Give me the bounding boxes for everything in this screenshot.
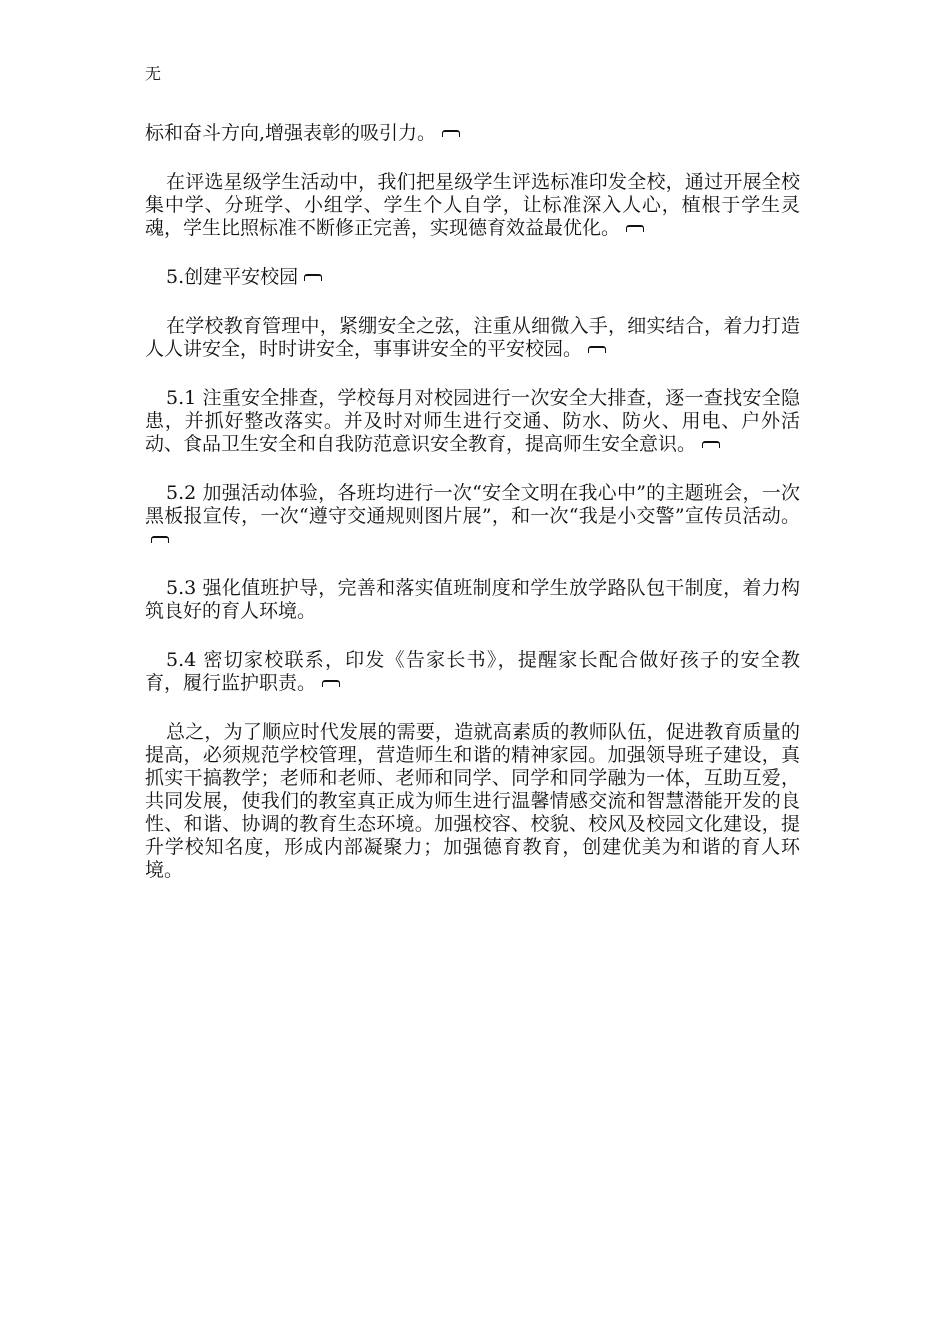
document-page bbox=[145, 62, 800, 908]
paragraph-9 bbox=[145, 721, 800, 882]
paragraph-mark-icon bbox=[151, 536, 169, 543]
section-heading bbox=[145, 266, 800, 289]
paragraph-text: 在学校教育管理中，紧绷安全之弦，注重从细微入手，细实结合，着力打造人人讲安全，时时讲安全，事事讲安全的平安校园。 bbox=[145, 315, 800, 360]
paragraph-text: 5.1 注重安全排查，学校每月对校园进行一次安全大排查，逐一查找安全隐患，并抓好整改落实。并及时对师生进行交通、防水、防火、用电、户外活动、食品卫生安全和自我防范意识安全教育，提高师生安全意识。 bbox=[145, 387, 800, 455]
paragraph-mark-icon bbox=[588, 346, 606, 353]
paragraph-text: 标和奋斗方向,增强表彰的吸引力。 bbox=[145, 122, 437, 144]
paragraph-text: 在评选星级学生活动中，我们把星级学生评选标准印发全校，通过开展全校集中学、分班学、小组学、学生个人自学，让标准深入人心，植根于学生灵魂，学生比照标准不断修正完善，实现德育效益最优化。 bbox=[145, 171, 800, 239]
paragraph-text: 总之，为了顺应时代发展的需要，造就高素质的教师队伍，促进教育质量的提高，必须规范学校管理，营造师生和谐的精神家园。加强领导班子建设，真抓实干搞教学；老师和老师、老师和同学、同学和同学融为一体，互助互爱，共同发展，使我们的教室真正成为师生进行温馨情感交流和智慧潜能开发的良性、和谐、协调的教育生态环境。加强校容、校貌、校风及校园文化建设，提升学校知名度，形成内部凝聚力；加强德育教育，创建优美为和谐的育人环境。 bbox=[145, 721, 800, 881]
paragraph-text: 5.2 加强活动体验，各班均进行一次“安全文明在我心中”的主题班会，一次黑板报宣传，一次“遵守交通规则图片展”，和一次“我是小交警”宣传员活动。 bbox=[145, 482, 800, 527]
paragraph-4 bbox=[145, 315, 800, 361]
paragraph-mark-icon bbox=[702, 441, 720, 448]
paragraph-1 bbox=[145, 122, 800, 145]
section-heading-text: 5.创建平安校园 bbox=[166, 266, 299, 288]
paragraph-mark-icon bbox=[322, 680, 340, 687]
paragraph-6 bbox=[145, 482, 800, 551]
page-header-label: 无 bbox=[145, 64, 162, 83]
paragraph-2 bbox=[145, 171, 800, 240]
paragraph-mark-icon bbox=[442, 130, 460, 137]
paragraph-mark-icon bbox=[304, 274, 322, 281]
paragraph-8 bbox=[145, 649, 800, 695]
paragraph-7 bbox=[145, 577, 800, 623]
paragraph-mark-icon bbox=[626, 225, 644, 232]
paragraph-5 bbox=[145, 387, 800, 456]
paragraph-text: 5.4 密切家校联系，印发《告家长书》，提醒家长配合做好孩子的安全教育，履行监护职责。 bbox=[145, 649, 800, 694]
paragraph-text: 5.3 强化值班护导，完善和落实值班制度和学生放学路队包干制度，着力构筑良好的育人环境。 bbox=[145, 577, 800, 622]
